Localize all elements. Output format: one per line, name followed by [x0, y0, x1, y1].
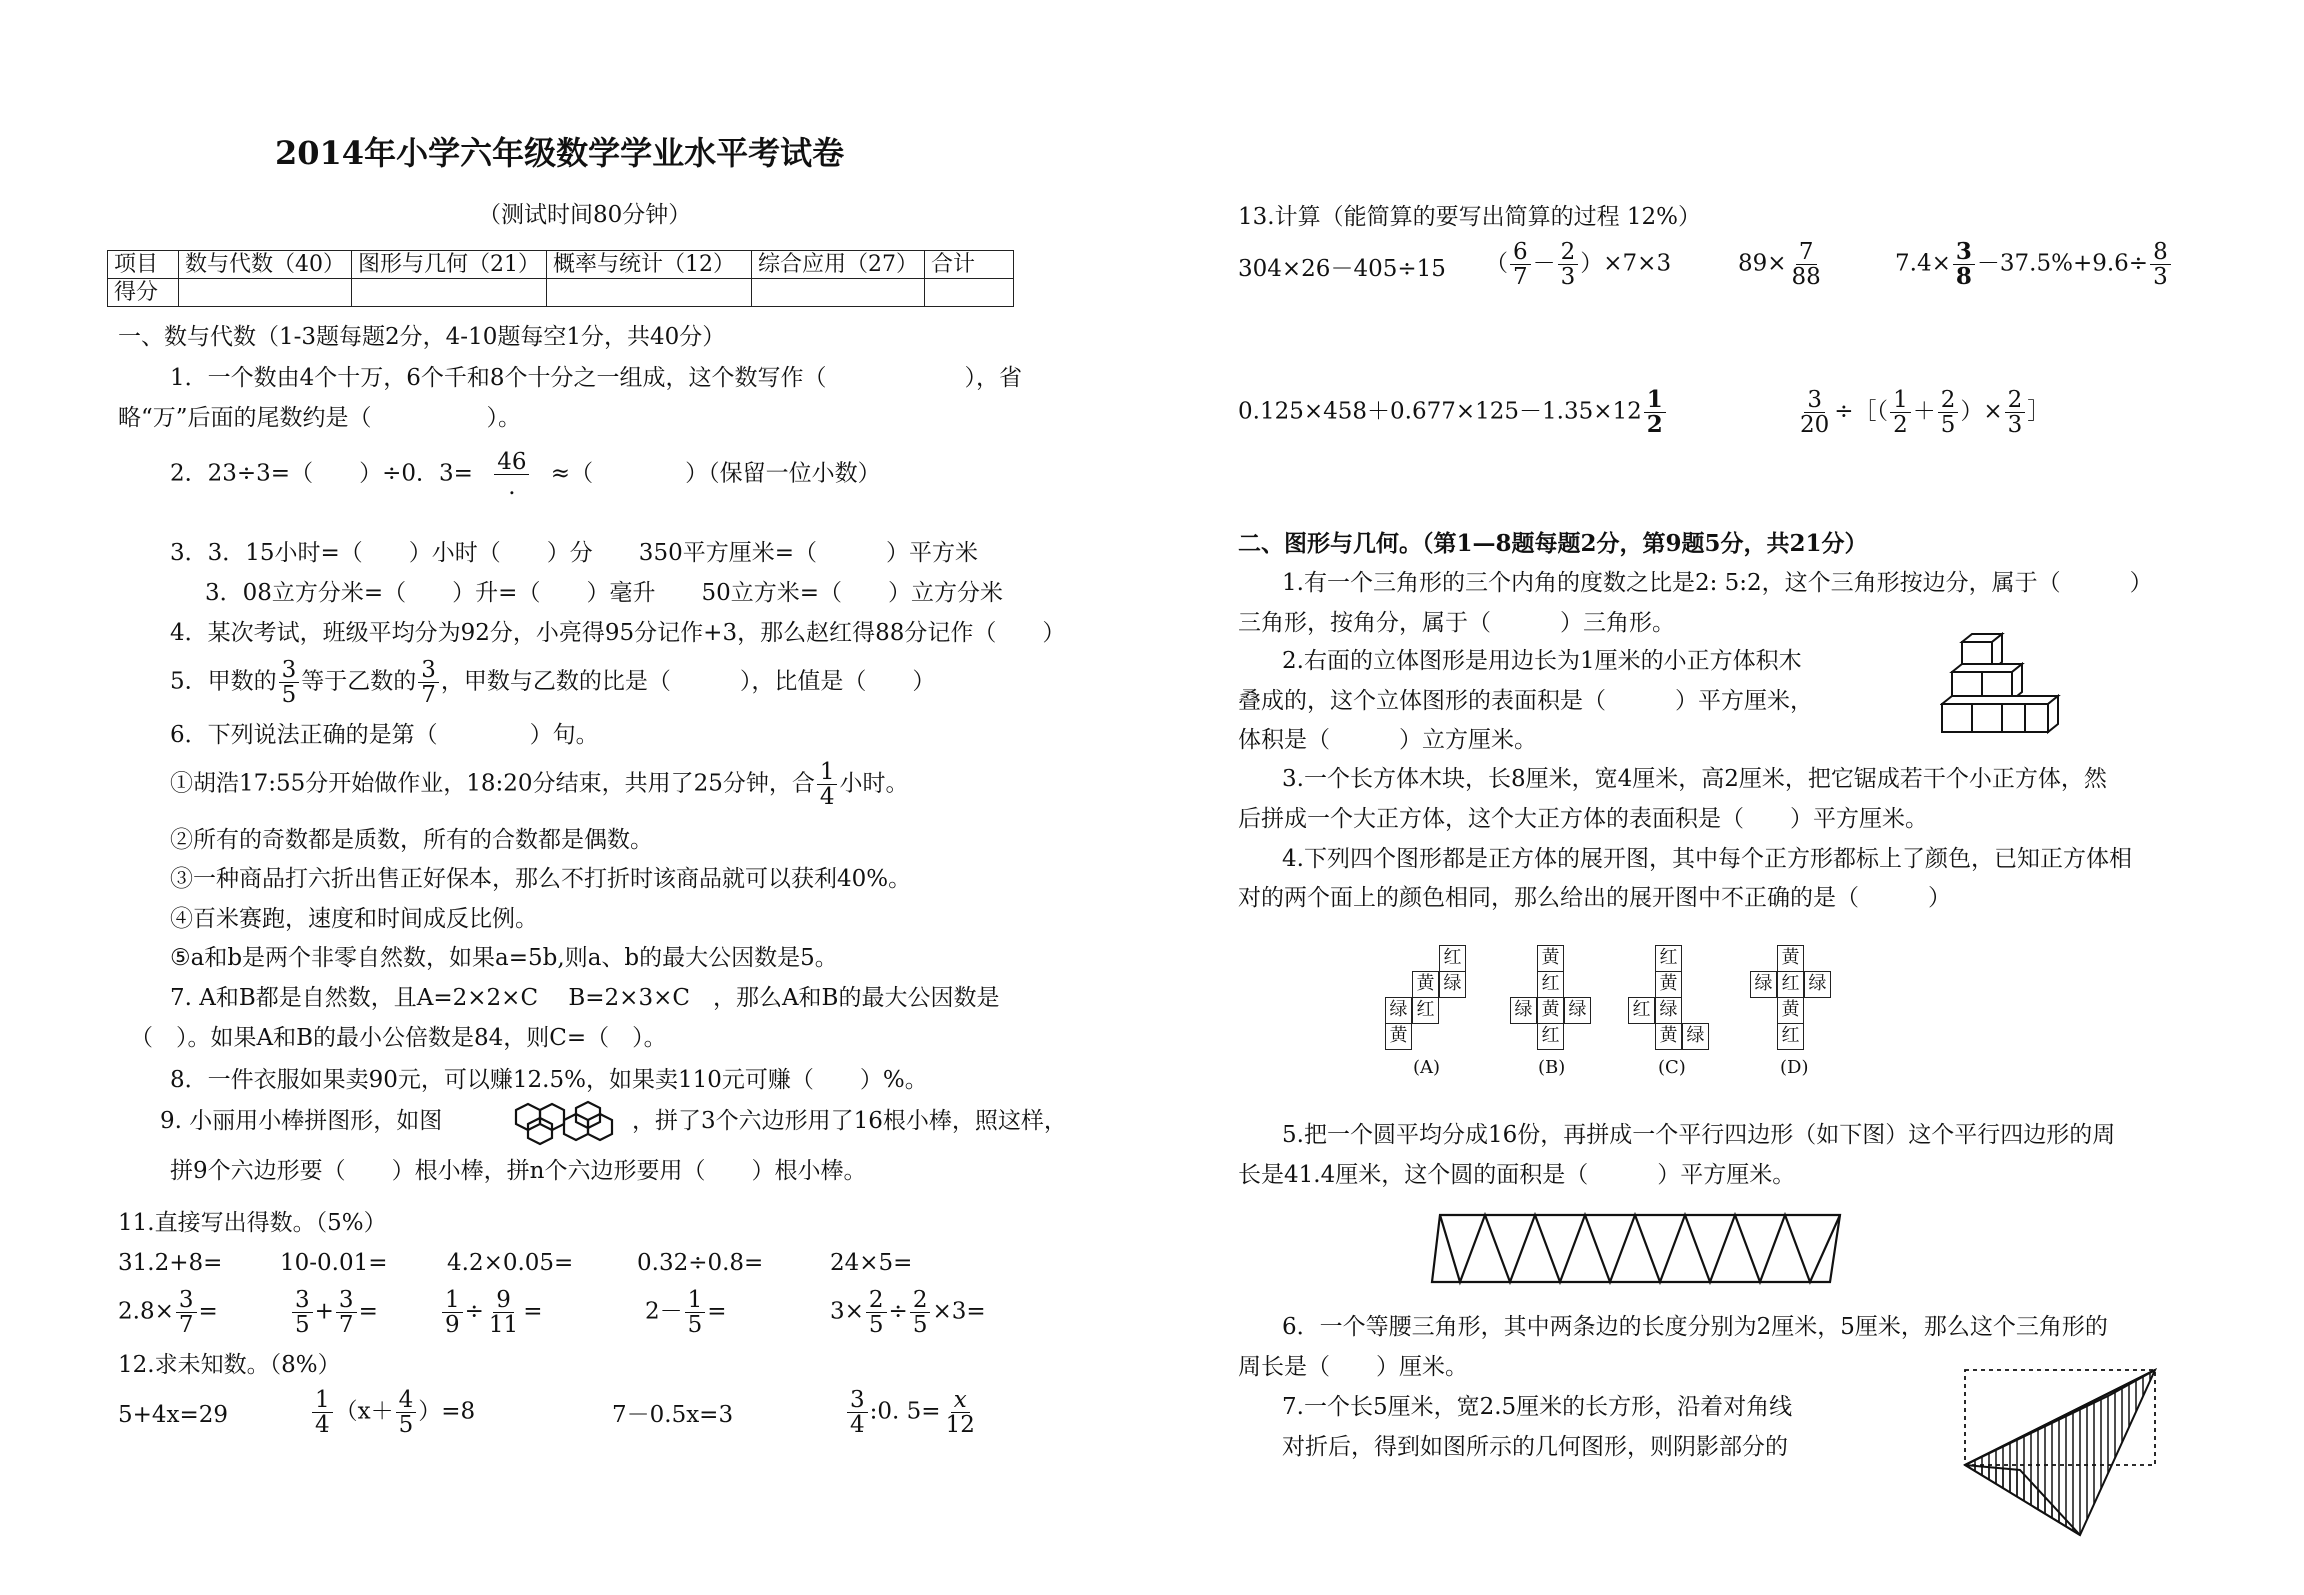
fraction	[1797, 388, 1832, 437]
denominator: 2	[1646, 411, 1663, 439]
geometry-q4-line1: 4.下列四个图形都是正方体的展开图，其中每个正方形都标上了颜色，已知正方体相	[1282, 846, 2132, 872]
question-9-line1-part1: 9. 小丽用小棒拼图形，如图	[160, 1108, 443, 1134]
geometry-q3-line2: 后拼成一个大正方体，这个大正方体的表面积是（ ）平方厘米。	[1238, 806, 1928, 832]
denominator: 3	[2007, 412, 2023, 439]
fraction	[176, 1288, 197, 1337]
expr-part: ×3=	[932, 1298, 986, 1325]
net-cell: 黄	[1385, 1023, 1412, 1050]
score-cell[interactable]	[352, 279, 547, 307]
question-2-part1: 2．23÷3=（ ）÷0．3=	[170, 460, 473, 487]
question-1-line1: 1．一个数由4个十万，6个千和8个十分之一组成，这个数写作（ ），省	[170, 365, 1023, 391]
fraction	[1938, 388, 1959, 437]
geometry-q1-line2: 三角形，按角分，属于（ ）三角形。	[1238, 610, 1675, 636]
net-cell: 红	[1537, 1023, 1564, 1050]
hexagon-chain-figure	[500, 1098, 625, 1148]
question-6: 6．下列说法正确的是第（ ）句。	[170, 722, 599, 748]
q13-expr-3	[1738, 240, 1826, 289]
question-7-line1: 7. A和B都是自然数，且A=2×2×C B=2×3×C ，那么A和B的最大公因数是	[170, 985, 1000, 1011]
fraction	[292, 1288, 313, 1337]
fraction	[1953, 240, 1975, 289]
expr-part: =	[358, 1298, 378, 1325]
score-header-item: 项目	[108, 251, 179, 279]
denominator: 5	[912, 1312, 928, 1339]
numerator: 3	[292, 1288, 313, 1313]
expr-part: （x＋	[334, 1398, 394, 1425]
score-cell[interactable]	[179, 279, 352, 307]
operator: +	[314, 1298, 334, 1325]
question-2	[170, 450, 881, 499]
denominator: 4	[850, 1412, 865, 1439]
numerator: 3	[1804, 388, 1825, 413]
numerator: 1	[1644, 388, 1666, 413]
numerator: 46	[494, 450, 529, 475]
statement-1-part1: ①胡浩17:55分开始做作业，18:20分结束，共用了25分钟，合	[170, 770, 815, 797]
folded-rectangle-figure	[1960, 1365, 2160, 1540]
numerator: 3	[418, 658, 439, 683]
numerator: 1	[442, 1288, 463, 1313]
q11-expr-1: 31.2+8=	[118, 1250, 223, 1276]
expr-part: =	[523, 1298, 543, 1325]
geometry-q3-line1: 3.一个长方体木块，长8厘米，宽4厘米，高2厘米，把它锯成若干个小正方体，然	[1282, 766, 2107, 792]
numerator: 2	[1938, 388, 1959, 413]
question-7-line2: （ ）。如果A和B的最小公倍数是84，则C=（ ）。	[130, 1025, 667, 1051]
fraction	[336, 1288, 357, 1337]
question-11-heading: 11.直接写出得数。（5%）	[118, 1210, 387, 1236]
denominator: 12	[945, 1412, 975, 1439]
net-cell: 绿	[1655, 997, 1682, 1024]
expr-part: :0. 5=	[869, 1398, 941, 1425]
q12-equation-1: 5+4x=29	[118, 1402, 229, 1428]
denominator: 5	[398, 1412, 414, 1439]
denominator: 2	[1893, 412, 1908, 439]
question-5-part1: 5．甲数的	[170, 668, 277, 695]
net-cell: 红	[1537, 971, 1564, 998]
geometry-q6-line1: 6．一个等腰三角形，其中两条边的长度分别为2厘米，5厘米，那么这个三角形的	[1282, 1314, 2108, 1340]
geometry-q2-line2: 叠成的，这个立体图形的表面积是（ ）平方厘米，	[1238, 688, 1813, 714]
net-cell: 红	[1439, 945, 1466, 972]
expr-part: ］	[2027, 398, 2051, 425]
net-cell: 绿	[1564, 997, 1591, 1024]
net-cell: 黄	[1655, 971, 1682, 998]
question-2-part2: ≈（ ）（保留一位小数）	[550, 460, 881, 487]
numerator: 2	[866, 1288, 887, 1313]
geometry-q2-line1: 2.右面的立体图形是用边长为1厘米的小正方体积木	[1282, 648, 1802, 674]
score-header-application: 综合应用（27）	[752, 251, 925, 279]
net-cell: 黄	[1777, 997, 1804, 1024]
question-3-line1: 3．3．15小时=（ ）小时（ ）分 350平方厘米=（ ）平方米	[170, 540, 978, 566]
geometry-q4-line2: 对的两个面上的颜色相同，那么给出的展开图中不正确的是（ ）	[1238, 885, 1951, 911]
net-label: (A)	[1413, 1057, 1441, 1078]
net-cell: 红	[1655, 945, 1682, 972]
expr-part: 0.125×458＋0.677×125－1.35×12	[1238, 398, 1642, 425]
expr-part: 7.4×	[1895, 250, 1951, 277]
question-5	[170, 658, 935, 707]
score-cell[interactable]	[925, 279, 1014, 307]
net-label: (D)	[1780, 1057, 1809, 1078]
expr-part: 2.8×	[118, 1298, 174, 1325]
q13-expr-5	[1238, 388, 1668, 437]
expr-part: 89×	[1738, 250, 1787, 277]
denominator: 11	[488, 1312, 519, 1339]
score-cell[interactable]	[752, 279, 925, 307]
fraction	[2005, 388, 2026, 437]
numerator: 1	[817, 760, 838, 785]
question-1-line2: 略“万”后面的尾数约是（ ）。	[118, 405, 522, 431]
q11-expr-4: 0.32÷0.8=	[637, 1250, 764, 1276]
geometry-q1-line1: 1.有一个三角形的三个内角的度数之比是2: 5:2，这个三角形按边分，属于（ ）	[1282, 570, 2153, 596]
numerator: 7	[1796, 240, 1817, 265]
numerator: 2	[2005, 388, 2026, 413]
denominator: 7	[338, 1312, 354, 1339]
fraction	[1789, 240, 1824, 289]
score-header-number: 数与代数（40）	[179, 251, 352, 279]
denominator: 7	[178, 1312, 194, 1339]
question-5-part3: ，甲数与乙数的比是（ ），比值是（ ）	[440, 668, 936, 695]
q11-expr-8	[440, 1288, 542, 1337]
operator: －	[1532, 250, 1556, 277]
expr-part: ）×	[1960, 398, 2003, 425]
numerator: 9	[493, 1288, 514, 1313]
net-cell: 黄	[1412, 971, 1439, 998]
numerator: 4	[396, 1388, 417, 1413]
fraction	[866, 1288, 887, 1337]
net-cell: 红	[1777, 1023, 1804, 1050]
expr-part: ）×7×3	[1580, 250, 1672, 277]
net-cell: 红	[1777, 971, 1804, 998]
net-cell: 红	[1628, 997, 1655, 1024]
net-label: (B)	[1538, 1057, 1566, 1078]
net-cell: 红	[1412, 997, 1439, 1024]
geometry-q5-line2: 长是41.4厘米，这个圆的面积是（ ）平方厘米。	[1238, 1162, 1796, 1188]
parallelogram-from-circle-figure	[1430, 1210, 1850, 1290]
fraction	[1510, 240, 1531, 289]
numerator: 3	[176, 1288, 197, 1313]
q11-expr-6	[118, 1288, 218, 1337]
numerator: 3	[336, 1288, 357, 1313]
score-table-header-row	[108, 251, 1014, 279]
statement-1-part2: 小时。	[839, 770, 909, 797]
question-13-heading: 13.计算（能简算的要写出简算的过程 12%）	[1238, 204, 1702, 230]
score-table	[107, 250, 1014, 307]
operator: ＋	[1912, 398, 1936, 425]
net-cell: 绿	[1510, 997, 1537, 1024]
numerator: 2	[910, 1288, 931, 1313]
fraction	[910, 1288, 931, 1337]
fraction	[1890, 388, 1911, 437]
operator: ÷	[464, 1298, 484, 1325]
expr-part: －37.5%+9.6÷	[1976, 250, 2149, 277]
denominator: 4	[819, 784, 835, 811]
q11-expr-7	[290, 1288, 378, 1337]
geometry-q7-line2: 对折后，得到如图所示的几何图形，则阴影部分的	[1282, 1434, 1788, 1460]
fraction	[847, 1388, 868, 1437]
numerator: 8	[2150, 240, 2171, 265]
denominator: 3	[2153, 264, 2168, 291]
denominator: 9	[445, 1312, 460, 1339]
q12-equation-2	[310, 1388, 475, 1437]
fraction	[685, 1288, 706, 1337]
score-header-probability: 概率与统计（12）	[547, 251, 752, 279]
question-6-statement-3: ③一种商品打六折出售正好保本，那么不打折时该商品就可以获利40%。	[170, 866, 912, 892]
net-cell: 绿	[1804, 971, 1831, 998]
denominator: 5	[1940, 412, 1956, 439]
question-4: 4．某次考试，班级平均分为92分，小亮得95分记作+3，那么赵红得88分记作（ ）	[170, 620, 1066, 646]
expr-part: =	[198, 1298, 218, 1325]
question-6-statement-5: ⑤a和b是两个非零自然数，如果a=5b,则a、b的最大公因数是5。	[170, 945, 838, 971]
net-cell: 黄	[1655, 1023, 1682, 1050]
score-row-label: 得分	[108, 279, 179, 307]
geometry-q6-line2: 周长是（ ）厘米。	[1238, 1354, 1468, 1380]
net-cell: 黄	[1777, 945, 1804, 972]
numerator: 3	[847, 1388, 868, 1413]
expr-part: 2－	[645, 1298, 683, 1325]
q13-expr-2	[1485, 240, 1671, 289]
q11-expr-10	[830, 1288, 986, 1337]
denominator: .	[508, 474, 516, 501]
fraction	[943, 1388, 978, 1437]
net-cell: 绿	[1439, 971, 1466, 998]
fraction	[494, 450, 529, 499]
q11-expr-9	[645, 1288, 727, 1337]
fraction	[1558, 240, 1579, 289]
denominator: 8	[1955, 263, 1972, 291]
question-6-statement-1	[170, 760, 908, 809]
expr-part: （	[1485, 250, 1508, 277]
denominator: 20	[1800, 412, 1830, 439]
net-cell: 绿	[1385, 997, 1412, 1024]
question-6-statement-2: ②所有的奇数都是质数，所有的合数都是偶数。	[170, 827, 653, 853]
question-9-line1-part2: ，拼了3个六边形用了16根小棒，照这样，	[632, 1108, 1067, 1134]
numerator: 1	[312, 1388, 333, 1413]
q11-expr-3: 4.2×0.05=	[447, 1250, 574, 1276]
question-3-line2: 3．08立方分米=（ ）升=（ ）毫升 50立方米=（ ）立方分米	[205, 580, 1003, 606]
question-5-part2: 等于乙数的	[301, 668, 417, 695]
section2-heading: 二、图形与几何。（第1—8题每题2分，第9题5分，共21分）	[1238, 530, 1868, 557]
question-12-heading: 12.求未知数。（8%）	[118, 1352, 341, 1378]
numerator: 1	[685, 1288, 706, 1313]
numerator: 2	[1558, 240, 1579, 265]
denominator: 5	[295, 1312, 310, 1339]
denominator: 5	[687, 1312, 703, 1339]
question-8: 8．一件衣服如果卖90元，可以赚12.5%，如果卖110元可赚（ ）%。	[170, 1067, 928, 1093]
denominator: 5	[868, 1312, 884, 1339]
score-header-total: 合计	[925, 251, 1014, 279]
fraction	[418, 658, 439, 707]
score-header-geometry: 图形与几何（21）	[352, 251, 547, 279]
fraction	[486, 1288, 521, 1337]
fraction	[2150, 240, 2171, 289]
denominator: 3	[1560, 264, 1576, 291]
score-table-score-row	[108, 279, 1014, 307]
numerator: 1	[1890, 388, 1911, 413]
fraction	[312, 1388, 333, 1437]
geometry-q5-line1: 5.把一个圆平均分成16份，再拼成一个平行四边形（如下图）这个平行四边形的周	[1282, 1122, 2116, 1148]
page-title: 2014年小学六年级数学学业水平考试卷	[275, 134, 845, 172]
expr-part: 3×	[830, 1298, 864, 1325]
net-label: (C)	[1658, 1057, 1686, 1078]
fraction	[396, 1388, 417, 1437]
q12-equation-3: 7－0.5x=3	[612, 1402, 734, 1428]
numerator: 3	[1953, 240, 1975, 265]
numerator: 6	[1510, 240, 1531, 265]
q11-expr-2: 10-0.01=	[280, 1250, 388, 1276]
q12-equation-4	[845, 1388, 980, 1437]
fraction	[279, 658, 300, 707]
section1-heading: 一、数与代数（1-3题每题2分，4-10题每空1分，共40分）	[118, 324, 726, 350]
q11-expr-5: 24×5=	[830, 1250, 913, 1276]
fraction	[817, 760, 838, 809]
net-cell: 黄	[1537, 997, 1564, 1024]
numerator: 3	[279, 658, 300, 683]
question-9-line2: 拼9个六边形要（ ）根小棒，拼n个六边形要用（ ）根小棒。	[170, 1158, 867, 1184]
fraction	[1644, 388, 1666, 437]
q13-expr-4	[1895, 240, 2173, 289]
geometry-q7-line1: 7.一个长5厘米，宽2.5厘米的长方形，沿着对角线	[1282, 1394, 1793, 1420]
q13-expr-1: 304×26－405÷15	[1238, 256, 1446, 282]
denominator: 7	[1513, 264, 1528, 291]
denominator: 5	[281, 682, 297, 709]
cube-stack-figure	[1940, 632, 2065, 747]
numerator: x	[951, 1388, 970, 1413]
q13-expr-6	[1795, 388, 2050, 437]
question-6-statement-4: ④百米赛跑，速度和时间成反比例。	[170, 906, 538, 932]
geometry-q2-line3: 体积是（ ）立方厘米。	[1238, 727, 1537, 753]
denominator: 4	[315, 1412, 330, 1439]
net-cell: 绿	[1682, 1023, 1709, 1050]
net-cell: 绿	[1750, 971, 1777, 998]
expr-part: ）=8	[418, 1398, 476, 1425]
expr-part: ÷［（	[1834, 398, 1889, 425]
denominator: 7	[421, 682, 436, 709]
denominator: 88	[1791, 264, 1821, 291]
operator: ÷	[888, 1298, 908, 1325]
fraction	[442, 1288, 463, 1337]
expr-part: =	[707, 1298, 727, 1325]
net-cell: 黄	[1537, 945, 1564, 972]
score-cell[interactable]	[547, 279, 752, 307]
subtitle: （测试时间80分钟）	[478, 202, 692, 228]
